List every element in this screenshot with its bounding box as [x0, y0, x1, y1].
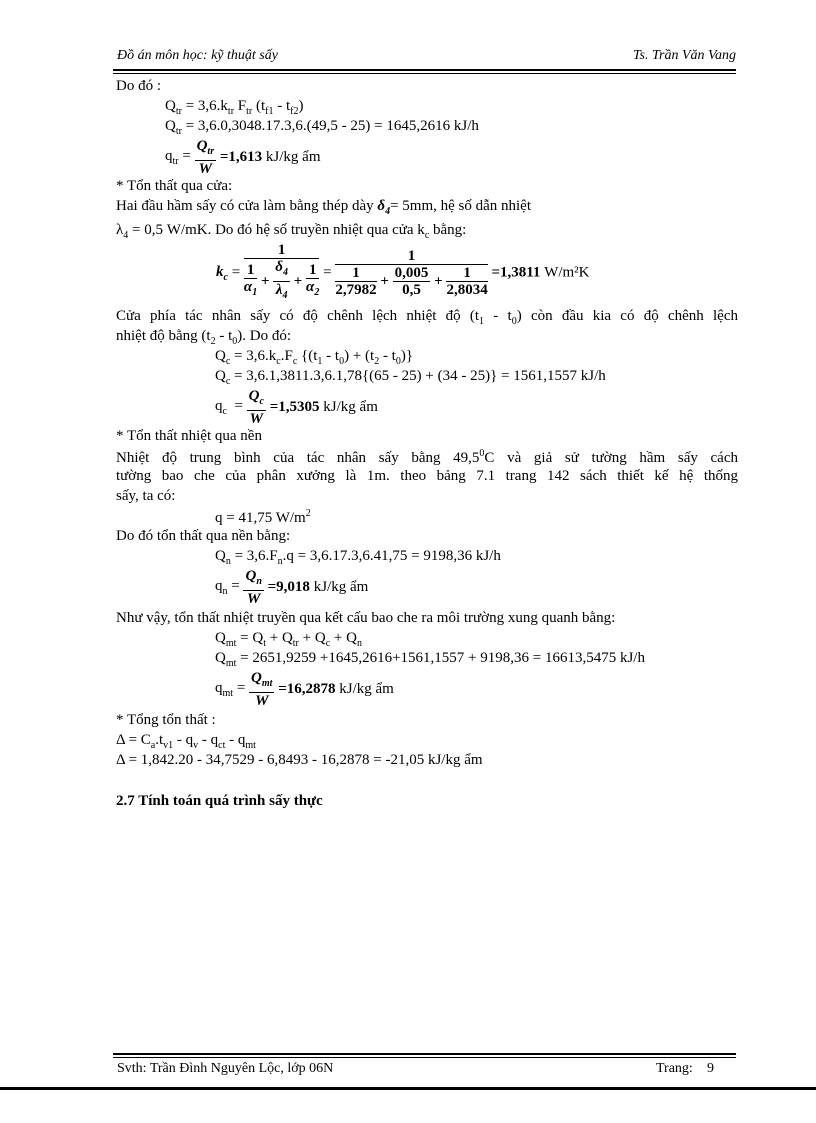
text-ton-that-cua: * Tổn thất qua cửa:	[116, 178, 233, 194]
footer-page-label: Trang:	[656, 1061, 693, 1076]
page-bottom-border	[0, 1087, 816, 1090]
header-left: Đồ án môn học: kỹ thuật sấy	[117, 48, 278, 63]
formula-qc-ratio: $q_c$ = $\frac{Q_c}{W}$ =1,5305 kJ/kg ẩm	[215, 388, 378, 427]
formula-qtr-value: $Q_{tr} = 3,6.0,3048.17.3,6.(49,5 - 25) = 1645,2616$ kJ/h	[165, 118, 479, 137]
formula-qmt: $Q_{mt} = Q_t + Q_{tr} + Q_c + Q_n$	[215, 630, 362, 649]
header-right: Ts. Trần Văn Vang	[633, 48, 736, 63]
text-lambda4: $\lambda_4 = 0,5$ W/mK. Do đó hệ số truyền nhiệt qua cửa $k_c$ bằng:	[116, 222, 467, 241]
text-nhiet-do-1: Nhiệt độ trung bình của tác nhân sấy bằng 49,5$^0$C và giả sử tường hầm sấy cách	[116, 448, 738, 466]
formula-q: q = 41,75 $W/m^2$	[215, 508, 311, 526]
text-do-do-nen: Do đó tổn thất qua nền bằng:	[116, 528, 291, 544]
footer-rule	[113, 1053, 736, 1055]
formula-qtr-ratio: $q_{tr}$ = $\frac{Q_{tr}}{W}$ =1,613 kJ/kg ẩm	[165, 138, 321, 177]
formula-delta-value: Δ = 1,842.20 - 34,7529 - 6,8493 - 16,2878 = -21,05 kJ/kg ẩm	[116, 752, 483, 768]
footer-left: Svth: Trần Đình Nguyên Lộc, lớp 06N	[117, 1061, 334, 1076]
footer-page-number: 9	[707, 1061, 714, 1076]
header-rule	[113, 69, 736, 71]
formula-kc: $k_c$ = 1 $\frac{1}{\alpha_1}$ + $\frac{\delta_4}{\lambda_4}$ + $\frac{1}{\alpha_2}$ = 1 $\frac{1}{2,7982}$ + $\frac{0,005}{0,5}$ + $\frac{1}{2,8034}$ =1,3811 W/m²K	[216, 242, 590, 301]
text-nhiet-do-3: sấy, ta có:	[116, 488, 176, 504]
text-nhiet-do-2: tường bao che của phân xưởng là 1m. theo bảng 7.1 trang 142 sách thiết kế hệ thống	[116, 468, 738, 484]
header-rule-thin	[113, 73, 736, 74]
footer-rule-thin	[113, 1057, 736, 1058]
text-ton-that-nen: * Tổn thất nhiệt qua nền	[116, 428, 262, 444]
text-tong-ton-that: * Tổng tổn thất :	[116, 712, 216, 728]
text-cua-phia-2: nhiệt độ bằng $(t_2 - t_0)$. Do đó:	[116, 328, 291, 347]
formula-qmt-value: $Q_{mt} = 2651,9259 +1645,2616+1561,1557 + 9198,36 = 16613,5475$ kJ/h	[215, 650, 645, 669]
formula-qc: $Q_c = 3,6.k_c.F_c$ $\{(t_1 - t_0) + (t_2 - t_0)\}$	[215, 348, 414, 367]
text-hai-dau: Hai đầu hầm sấy có cửa làm bằng thép dày $\delta_4= 5mm$, hệ số dẫn nhiệt	[116, 198, 532, 217]
formula-qmt-ratio: $q_{mt}$ = $\frac{Q_{mt}}{W}$ =16,2878 kJ/kg ẩm	[215, 670, 394, 709]
text-do-do: Do đó :	[116, 78, 161, 94]
section-title: 2.7 Tính toán quá trình sấy thực	[116, 793, 323, 809]
formula-qtr: $Q_{tr} = 3,6.k_{tr}$ $F_{tr}$ $(t_{f1} - t_{f2})$	[165, 98, 304, 117]
formula-qc-value: $Q_c = 3,6.1,3811.3,6.1,78\{(65 - 25) + (34 - 25)\} = 1561,1557$ kJ/h	[215, 368, 606, 387]
formula-delta: $\Delta = C_a.t_{v1} - q_v - q_{ct} - q_{mt}$	[116, 732, 256, 751]
formula-qn-ratio: $q_n$ = $\frac{Q_n}{W}$ =9,018 kJ/kg ẩm	[215, 568, 369, 607]
text-cua-phia-1: Cửa phía tác nhân sấy có độ chênh lệch nhiệt độ $(t_1 - t_0)$ còn đầu kia có độ chênh lệch	[116, 308, 738, 327]
formula-qn-value: $Q_n = 3,6.F_n.q = 3,6.17.3,6.41,75 = 9198,36$ kJ/h	[215, 548, 501, 567]
text-nhu-vay: Như vậy, tổn thất nhiệt truyền qua kết cấu bao che ra môi trường xung quanh bằng:	[116, 610, 616, 626]
